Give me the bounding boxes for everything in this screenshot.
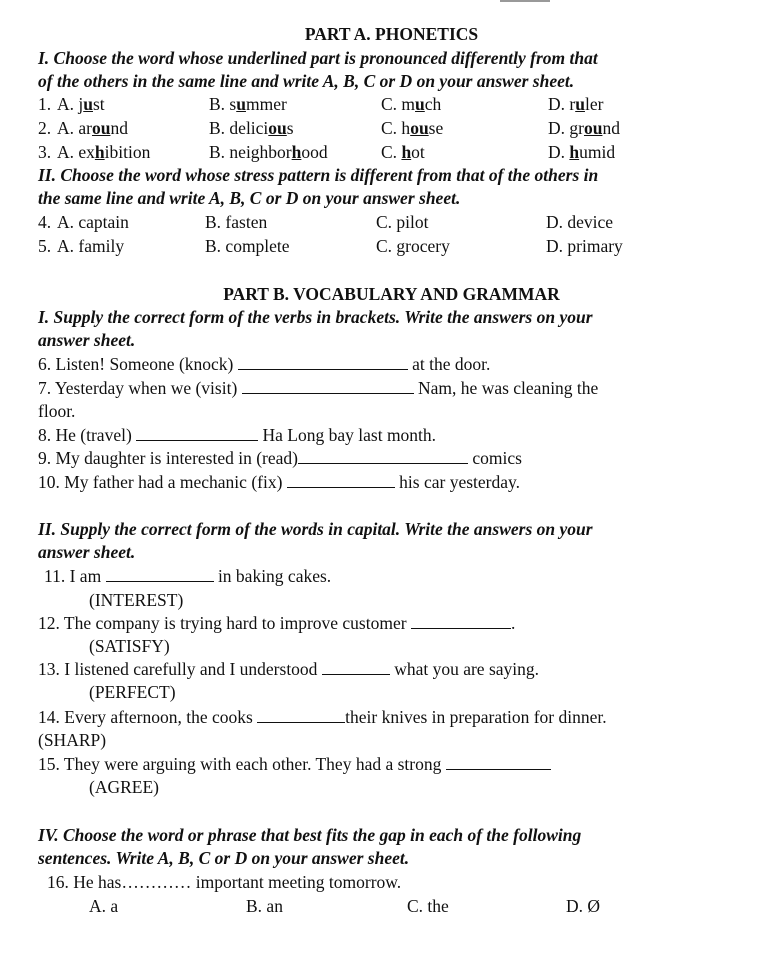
q5-option-b: B. complete: [205, 236, 290, 256]
part-a-section1-instruction-line1: I. Choose the word whose underlined part is pronounced differently from that: [38, 48, 598, 68]
q2-option-a: A. around: [57, 118, 128, 138]
q3-option-b: B. neighborhood: [209, 142, 328, 162]
q14-capital-word: (SHARP): [38, 730, 107, 750]
q13-answer-blank: [322, 658, 390, 675]
question-11: 11. I am in baking cakes.: [44, 566, 332, 586]
q13-capital-word: (PERFECT): [89, 682, 176, 702]
q16-option-c: C. the: [407, 896, 449, 916]
q2-option-b: B. delicious: [209, 118, 294, 138]
q1-option-a: A. just: [57, 94, 105, 114]
part-b-title: PART B. VOCABULARY AND GRAMMAR: [223, 284, 560, 304]
q5-number: 5.: [38, 236, 52, 256]
q8-answer-blank: [136, 424, 258, 441]
q2-option-d: D. ground: [548, 118, 620, 138]
q1-option-c: C. much: [381, 94, 442, 114]
question-15: 15. They were arguing with each other. They had a strong: [38, 752, 551, 776]
part-a-section2-instruction-line1: II. Choose the word whose stress pattern is different from that of the others in: [38, 165, 599, 185]
part-b-section4-instruction-line2: sentences. Write A, B, C or D on your answer sheet.: [38, 848, 410, 868]
question-5: [38, 234, 738, 258]
question-16: 16. He has………… important meeting tomorrow.: [47, 872, 402, 892]
question-13: 13. I listened carefully and I understood what you are saying.: [38, 659, 540, 679]
part-a-title: PART A. PHONETICS: [304, 24, 479, 44]
q10-answer-blank: [287, 471, 395, 488]
q4-option-a: A. captain: [57, 212, 129, 232]
q4-option-d: D. device: [546, 212, 614, 232]
scan-mark: [500, 0, 550, 2]
question-4: [38, 210, 738, 234]
question-9: 9. My daughter is interested in (read) comics: [38, 448, 522, 468]
q3-option-c: C. hot: [381, 142, 425, 162]
q5-option-d: D. primary: [546, 236, 623, 256]
q4-option-c: C. pilot: [376, 212, 429, 232]
q4-number: 4.: [38, 212, 52, 232]
q9-answer-blank: [298, 447, 468, 464]
q16-option-d: D. Ø: [566, 896, 601, 916]
question-7: 7. Yesterday when we (visit) Nam, he was cleaning the: [38, 378, 599, 398]
q11-answer-blank: [106, 565, 214, 582]
q4-option-b: B. fasten: [205, 212, 268, 232]
q5-option-a: A. family: [57, 236, 125, 256]
q16-options: [0, 894, 783, 918]
part-b-section2-instruction-line2: answer sheet.: [38, 542, 136, 562]
part-b-section4-instruction-line1: IV. Choose the word or phrase that best fits the gap in each of the following: [38, 825, 582, 845]
q12-capital-word: (SATISFY): [89, 636, 170, 656]
q14-answer-blank: [257, 706, 345, 723]
q16-option-a: A. a: [89, 896, 119, 916]
q15-capital-word: (AGREE): [89, 777, 159, 797]
q5-option-c: C. grocery: [376, 236, 450, 256]
q2-number: 2.: [38, 118, 52, 138]
question-6: 6. Listen! Someone (knock) at the door.: [38, 354, 491, 374]
q1-option-b: B. summer: [209, 94, 287, 114]
q3-option-a: A. exhibition: [57, 142, 151, 162]
part-b-section1-instruction-line2: answer sheet.: [38, 330, 136, 350]
question-14: 14. Every afternoon, the cooks their knives in preparation for dinner.: [38, 707, 607, 727]
question-8: 8. He (travel) Ha Long bay last month.: [38, 425, 437, 445]
q11-capital-word: (INTEREST): [89, 590, 184, 610]
q7-answer-blank: [242, 377, 414, 394]
part-b-section1-instruction-line1: I. Supply the correct form of the verbs in brackets. Write the answers on your: [38, 307, 593, 327]
q1-number: 1.: [38, 94, 52, 114]
question-12: 12. The company is trying hard to improve customer .: [38, 613, 516, 633]
q1-option-d: D. ruler: [548, 94, 604, 114]
q16-option-b: B. an: [246, 896, 283, 916]
q2-option-c: C. house: [381, 118, 444, 138]
part-a-section2-instruction-line2: the same line and write A, B, C or D on your answer sheet.: [38, 188, 461, 208]
question-1: [38, 92, 738, 116]
q3-number: 3.: [38, 142, 52, 162]
question-10: 10. My father had a mechanic (fix) his car yesterday.: [38, 472, 520, 492]
question-3: [38, 140, 738, 164]
q12-answer-blank: [411, 612, 511, 629]
question-2: [38, 116, 738, 140]
question-7-continuation: floor.: [38, 401, 76, 421]
q3-option-d: D. humid: [548, 142, 616, 162]
part-b-section2-instruction-line1: II. Supply the correct form of the words in capital. Write the answers on your: [38, 519, 593, 539]
part-a-section1-instruction-line2: of the others in the same line and write A, B, C or D on your answer sheet.: [38, 71, 575, 91]
q15-answer-blank: [446, 753, 551, 770]
q6-answer-blank: [238, 353, 408, 370]
